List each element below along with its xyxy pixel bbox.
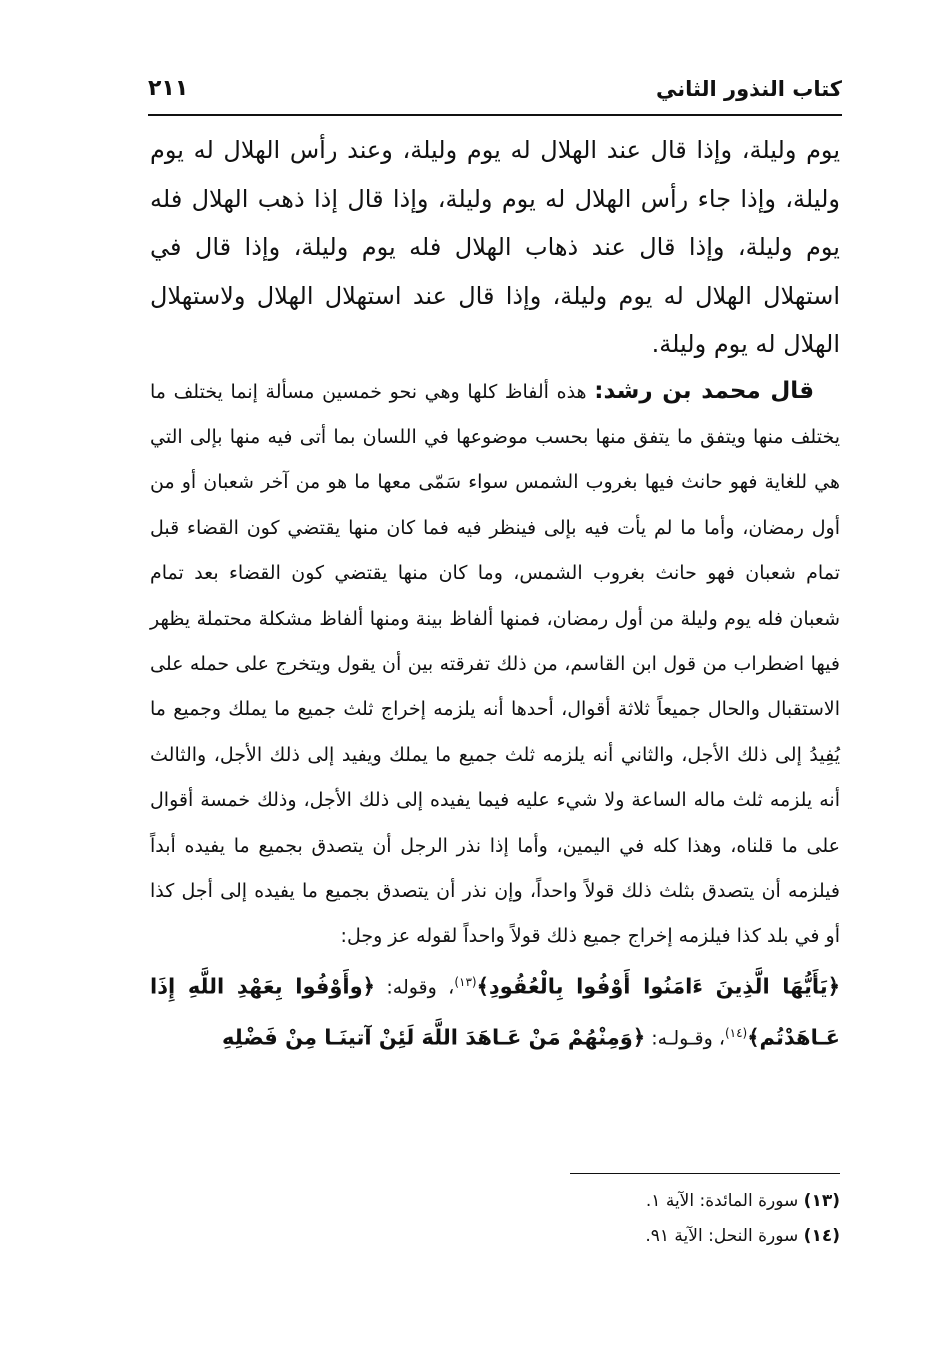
paragraph-2 [150,369,840,1062]
running-title: كتاب النذور الثاني [656,77,842,101]
footnote-ref-14: (١٤) [724,1025,748,1040]
footnotes [380,1184,840,1254]
quran-verse-3: ﴿وَمِنْهُمْ مَنْ عَـاهَدَ اللَّهَ لَئِنْ آتينَـا مِنْ فَضْلِهِ [222,1024,646,1049]
footnote-text: سورة النحل: الآية ٩١. [645,1226,799,1246]
footnote-number: (١٣) [803,1191,840,1211]
header-rule [148,114,842,116]
footnote-14 [380,1219,840,1254]
footnote-text: سورة المائدة: الآية ١. [645,1191,799,1211]
footnote-ref-13: (١٣) [454,974,477,989]
connector-2: ، وقـولـه: [651,1026,725,1049]
footnote-rule [570,1173,840,1174]
page-header [148,70,842,110]
quran-verse-1: ﴿يَأَيُّهَا الَّذِينَ ءَامَنُوا أَوْفُوا بِالْعُقُودِ﴾ [476,974,841,999]
footnote-13 [380,1184,840,1219]
main-text [150,126,840,1061]
speaker-label: قال محمد بن رشد: [594,377,814,404]
connector-1: ، وقوله: [386,976,455,999]
paragraph-1: يوم وليلة، وإذا قال عند الهلال له يوم وليلة، وعند رأس الهلال له يوم وليلة، وإذا جاء رأس الهلال له يوم وليلة، وإذا قال إذا ذهب الهلال فله يوم وليلة، وإذا قال عند ذهاب الهلال فله يوم وليلة، وإذا قال في استهلال الهلال له يوم وليلة، وإذا قال عند استهلال الهلال ولاستهلال الهلال له يوم وليلة. [150,136,840,358]
paragraph-2-text: هذه ألفاظ كلها وهي نحو خمسين مسألة إنما يختلف ما يختلف منها ويتفق ما يتفق منها بحسب موضوعها في اللسان بما أتى فيه منها بإلى التي هي للغاية فهو حانث فيها بغروب الشمس سواء سَمّى معها ما هو من آخر شعبان أو من أول رمضان، وأما ما لم يأت فيه بإلى فينظر فيه فما كان منها يقتضي كون القضاء قبل تمام شعبان فهو حانث بغروب الشمس، وما كان منها يقتضي كون القضاء بعد تمام شعبان فله يوم وليلة من أول رمضان، فمنها ألفاظ بينة ومنها ألفاظ مشكلة محتملة يظهر فيها اضطراب من قول ابن القاسم، من ذلك تفرقته بين أن يقول ويتخرج على حمله على الاستقبال والحال جميعاً ثلاثة أقوال، أحدها أنه يلزمه إخراج ثلث جميع ما يملك وجميع ما يُفِيدُ إلى ذلك الأجل، والثاني أنه يلزمه ثلث جميع ما يملك ويفيد إلى ذلك الأجل، والثالث أنه يلزمه ثلث ماله الساعة ولا شيء عليه فيما يفيده إلى ذلك الأجل، وذلك خمسة أقوال على ما قلناه، وهذا كله في اليمين، وأما إذا نذر الرجل أن يتصدق بجميع ما يفيده أبداً فيلزمه أن يتصدق بثلث ذلك قولاً واحداً، وإن نذر أن يتصدق بجميع ما يفيده إلى أجل كذا أو في بلد كذا فيلزمه إخراج جميع ذلك قولاً واحداً لقوله عز وجل: [150,380,840,948]
page-number: ٢١١ [148,76,189,101]
quran-verse-2: ﴿وأَوْفُوا بِعَهْدِ اللَّهِ إِذَا عَـاهَدْتُم﴾ [150,974,840,1049]
footnote-number: (١٤) [803,1226,840,1246]
